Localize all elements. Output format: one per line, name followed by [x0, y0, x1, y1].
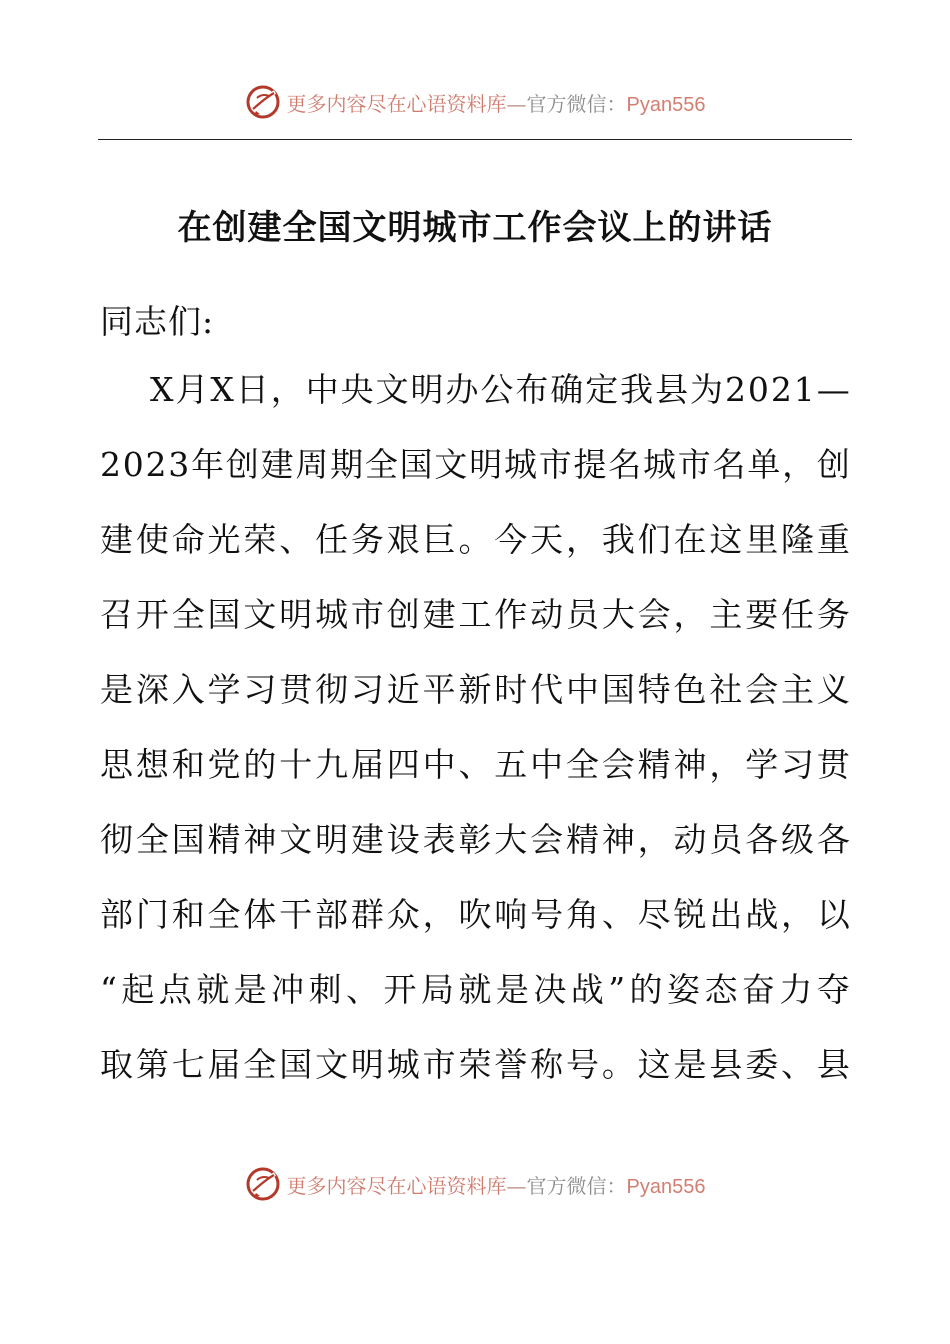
header-watermark: [0, 80, 950, 124]
body-paragraph: [100, 364, 850, 1114]
header-banner-text: [287, 88, 706, 117]
header-wechat-id: Pyan556: [626, 93, 706, 116]
footer-banner-text: [287, 1170, 706, 1199]
footer-dash: —: [506, 1173, 527, 1198]
greeting: 同志们:: [100, 302, 215, 341]
header-site-text: 更多内容尽在心语资料库: [286, 91, 507, 116]
footer-wechat-id: Pyan556: [626, 1175, 706, 1198]
header-wechat-label: 官方微信：: [526, 91, 627, 116]
header-dash: —: [506, 91, 527, 116]
body-line: 思 想 和 党 的 十 九 届 四 中 、 五 中 全 会 精 神 ， 学 习 贯: [100, 745, 850, 784]
document-title: 在创建全国文明城市工作会议上的讲话: [177, 208, 773, 248]
header-divider: [98, 139, 852, 140]
body-line: 召 开 全 国 文 明 城 市 创 建 工 作 动 员 大 会 ， 主 要 任 务: [100, 595, 850, 634]
body-line: X 月 X 日 ， 中 央 文 明 办 公 布 确 定 我 县 为 2 0 2 1 —: [150, 370, 850, 409]
body-line: 彻 全 国 精 神 文 明 建 设 表 彰 大 会 精 神 ， 动 员 各 级 各: [100, 820, 850, 859]
footer-wechat-label: 官方微信：: [526, 1173, 627, 1198]
body-line: 取 第 七 届 全 国 文 明 城 市 荣 誉 称 号 。 这 是 县 委 、 县: [100, 1045, 850, 1084]
body-line: 是 深 入 学 习 贯 彻 习 近 平 新 时 代 中 国 特 色 社 会 主 义: [100, 670, 850, 709]
body-line: “ 起 点 就 是 冲 刺 、 开 局 就 是 决 战 ” 的 姿 态 奋 力 夺: [100, 970, 850, 1009]
footer-site-text: 更多内容尽在心语资料库: [286, 1173, 507, 1198]
footer-watermark: [0, 1162, 950, 1206]
body-line: 部 门 和 全 体 干 部 群 众 ， 吹 响 号 角 、 尽 锐 出 战 ， 以: [100, 895, 850, 934]
body-line: 2 0 2 3 年 创 建 周 期 全 国 文 明 城 市 提 名 城 市 名 单 ， 创: [100, 445, 850, 484]
pen-logo-icon: [245, 84, 281, 120]
pen-logo-icon: [245, 1166, 281, 1202]
body-line: 建 使 命 光 荣 、 任 务 艰 巨 。 今 天 ， 我 们 在 这 里 隆 重: [100, 520, 850, 559]
